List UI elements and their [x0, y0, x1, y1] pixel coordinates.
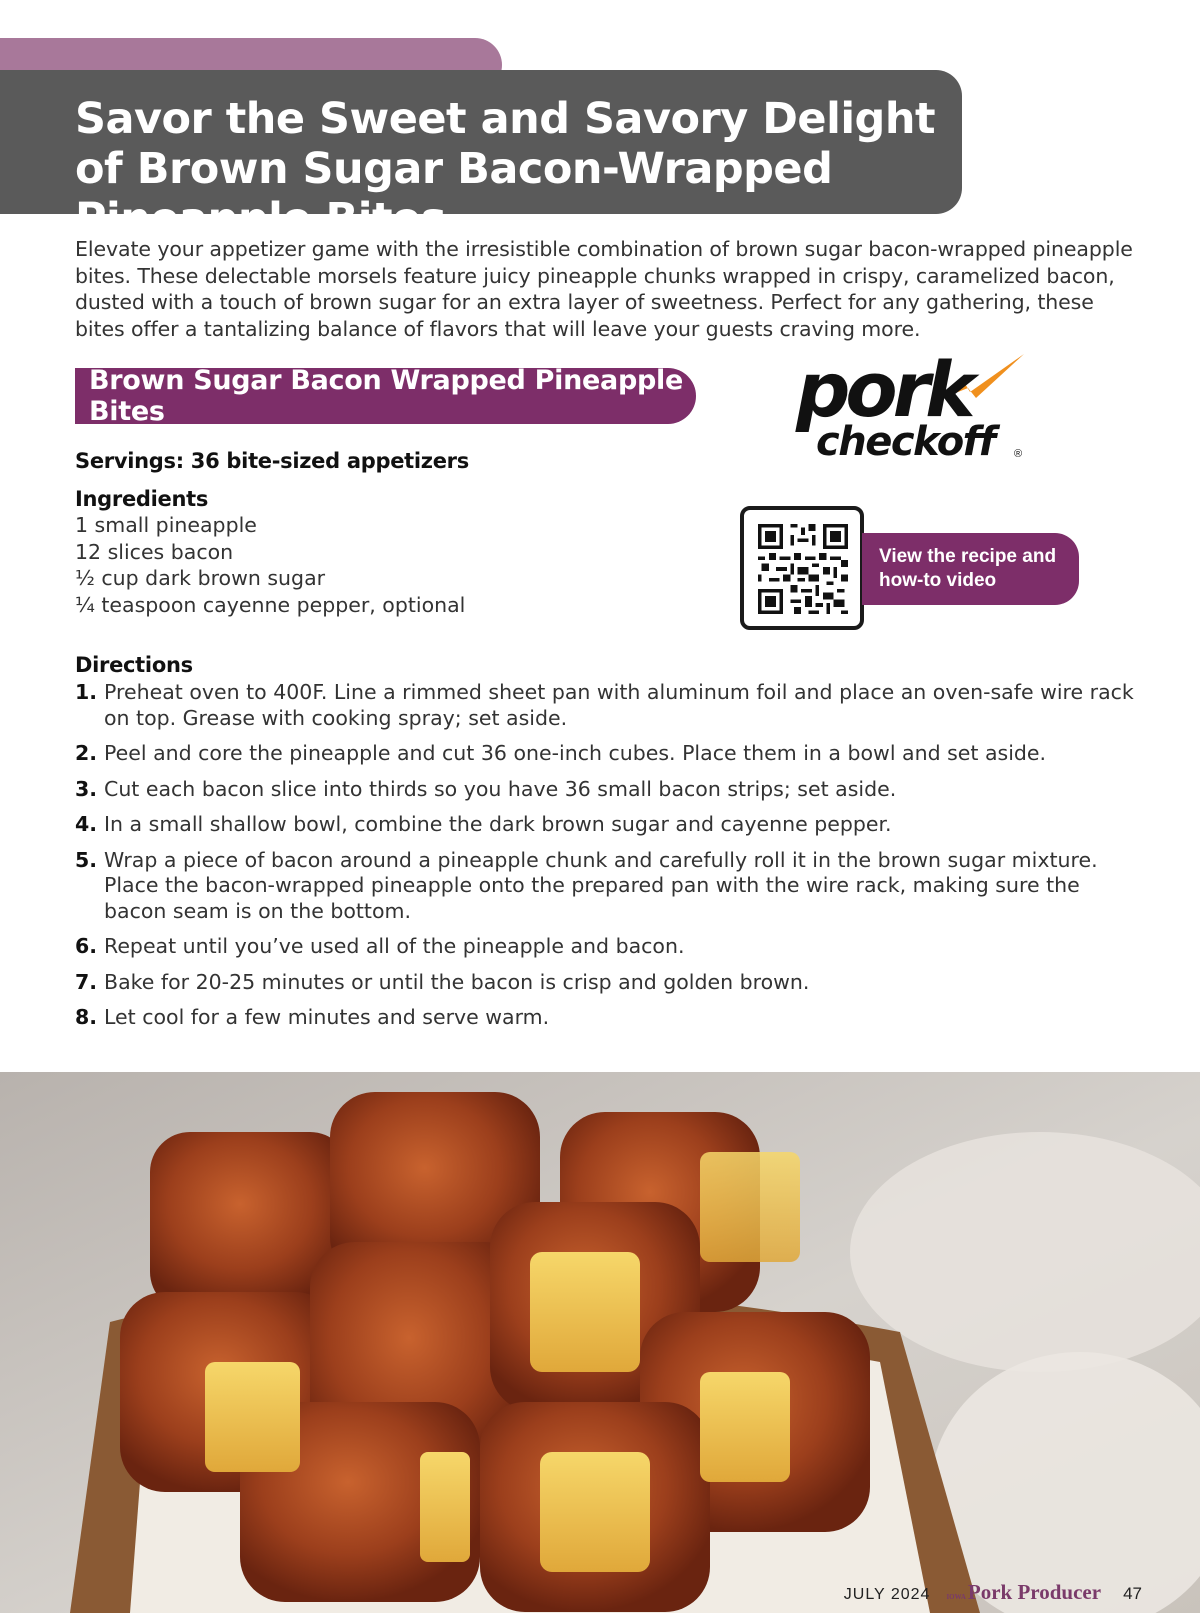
- directions-section: [75, 652, 1135, 1041]
- logo-word-checkoff: checkoff: [816, 419, 995, 465]
- direction-step: [75, 970, 1135, 996]
- direction-step: [75, 812, 1135, 838]
- step-text: Bake for 20-25 minutes or until the bacon is crisp and golden brown.: [104, 969, 810, 994]
- cta-line-1: View the recipe and: [879, 546, 1057, 567]
- directions-heading: Directions: [75, 653, 193, 677]
- step-number: 5.: [75, 847, 98, 872]
- publication-name: [946, 1580, 1101, 1605]
- step-text: Peel and core the pineapple and cut 36 one-inch cubes. Place them in a bowl and set aside.: [104, 741, 1047, 765]
- publication-prefix: IOWA: [946, 1593, 966, 1601]
- title-banner: [0, 70, 962, 244]
- page-number: 47: [1123, 1584, 1142, 1603]
- servings-line: Servings: 36 bite-sized appetizers: [75, 449, 469, 473]
- step-text: Cut each bacon slice into thirds so you have 36 small bacon strips; set aside.: [104, 776, 897, 801]
- direction-step: [75, 1005, 1135, 1031]
- qr-code[interactable]: [740, 506, 864, 630]
- step-number: 1.: [75, 680, 98, 704]
- ingredient-item: ¼ teaspoon cayenne pepper, optional: [75, 592, 466, 617]
- ingredient-item: 12 slices bacon: [75, 539, 234, 564]
- ingredients-heading: Ingredients: [75, 487, 209, 511]
- step-number: 6.: [75, 934, 98, 958]
- qr-code-icon: [758, 524, 848, 614]
- issue-date: JULY 2024: [843, 1586, 931, 1603]
- step-text: In a small shallow bowl, combine the dark brown sugar and cayenne pepper.: [104, 812, 892, 836]
- step-number: 3.: [75, 776, 98, 801]
- recipe-title-banner: [75, 365, 696, 427]
- page-footer: [844, 1580, 1142, 1605]
- step-text: Preheat oven to 400F. Line a rimmed sheet pan with aluminum foil and place an oven-safe wire rack on top. Grease with cooking spray; set aside.: [104, 680, 1134, 730]
- step-number: 7.: [75, 969, 98, 994]
- ingredient-item: 1 small pineapple: [75, 513, 257, 537]
- step-number: 8.: [75, 1005, 98, 1029]
- logo-word-pork: pork: [796, 345, 971, 434]
- direction-step: [75, 848, 1135, 925]
- step-number: 2.: [75, 741, 98, 765]
- cta-line-2: how-to video: [879, 570, 997, 591]
- step-text: Let cool for a few minutes and serve warm.: [104, 1005, 550, 1029]
- food-photo: [0, 1072, 1200, 1613]
- publication-title: Pork Producer: [967, 1580, 1102, 1604]
- direction-step: [75, 777, 1135, 803]
- intro-paragraph: Elevate your appetizer game with the irresistible combination of brown sugar bacon-wrapped pineapple bites. These delectable morsels feature juicy pineapple chunks wrapped in crispy, caramelized bacon, dusted with a touch of brown sugar for an extra layer of sweetness. Perfect for any gathering, these bites offer a tantalizing balance of flavors that will leave your guests craving more.: [75, 237, 1133, 341]
- step-number: 4.: [75, 812, 98, 836]
- direction-step: [75, 741, 1135, 767]
- direction-step: [75, 934, 1135, 960]
- recipe-title: Brown Sugar Bacon Wrapped Pineapple Bites: [89, 365, 683, 427]
- pork-checkoff-logo: [796, 345, 1028, 468]
- view-recipe-video-link[interactable]: [862, 533, 1079, 605]
- ingredient-item: ½ cup dark brown sugar: [75, 566, 326, 590]
- ingredients-section: [75, 486, 465, 618]
- bacon-pineapple-bites-image: [0, 1072, 1200, 1613]
- step-text: Repeat until you’ve used all of the pineapple and bacon.: [104, 934, 685, 958]
- step-text: Wrap a piece of bacon around a pineapple chunk and carefully roll it in the brown sugar mixture. Place the bacon-wrapped pineapple onto the prepared pan with the wire rack, making sure the bacon seam is on the bottom.: [104, 847, 1098, 923]
- registered-mark: ®: [1014, 448, 1023, 460]
- direction-step: [75, 680, 1135, 731]
- page-title: Savor the Sweet and Savory Delight of Brown Sugar Bacon-Wrapped Pineapple Bites: [75, 94, 936, 244]
